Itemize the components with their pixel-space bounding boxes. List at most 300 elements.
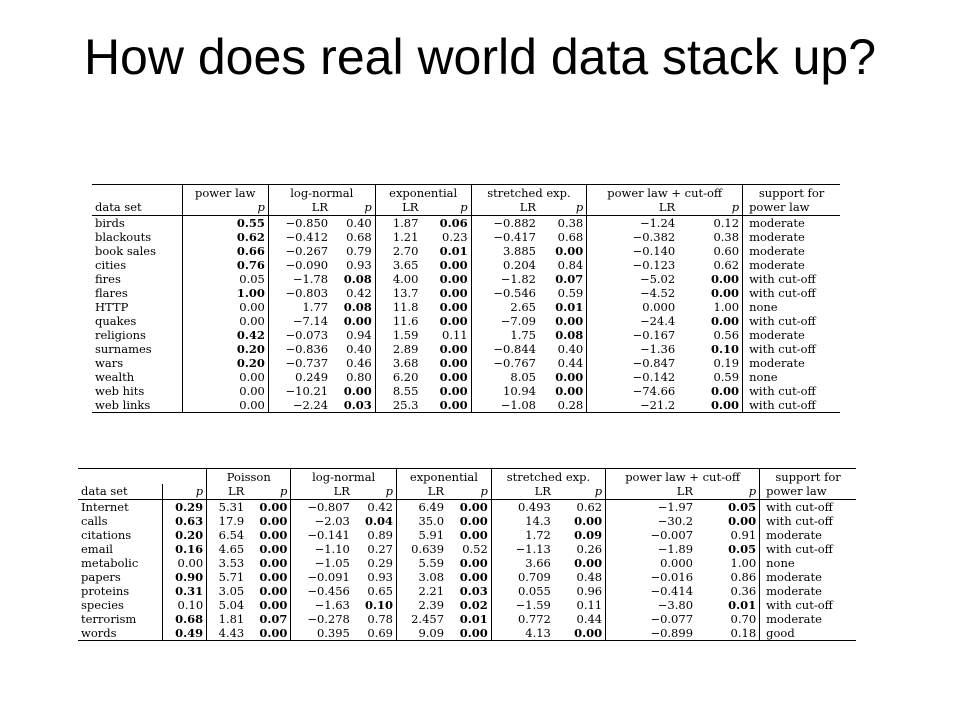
value-cell: −1.10 — [291, 542, 353, 556]
value-cell: 14.3 — [491, 514, 554, 528]
value-cell: 0.86 — [730, 570, 757, 584]
value-cell: 6.54 — [207, 528, 248, 542]
value-cell: 0.00 — [678, 398, 742, 413]
value-cell: 5.59 — [397, 556, 448, 570]
value-cell: −0.456 — [291, 584, 353, 598]
value-cell: −7.09 — [471, 314, 539, 328]
value-cell: 0.42 — [346, 286, 372, 300]
group-header: support for — [760, 469, 856, 485]
value-cell: 0.395 — [291, 626, 353, 641]
value-cell: −0.807 — [291, 500, 353, 515]
column-header: p — [447, 484, 491, 500]
column-header: LR — [471, 200, 539, 216]
column-header: power law — [760, 484, 856, 500]
group-header: support for — [743, 185, 840, 201]
column-header: p — [554, 484, 606, 500]
value-cell: 0.04 — [364, 514, 393, 528]
dataset-cell: Internet — [81, 500, 129, 514]
value-cell: 0.09 — [574, 528, 603, 542]
value-cell: 0.709 — [491, 570, 554, 584]
group-header-row — [78, 469, 856, 485]
support-cell: good — [760, 626, 856, 641]
value-cell: 0.00 — [459, 570, 488, 584]
value-cell: 0.44 — [557, 356, 584, 370]
column-header: data set — [78, 484, 162, 500]
value-cell: 0.29 — [162, 500, 206, 515]
value-cell: −2.03 — [291, 514, 353, 528]
value-cell: 0.20 — [182, 342, 268, 356]
value-cell: 0.26 — [576, 542, 603, 556]
value-cell: 0.68 — [162, 612, 206, 626]
value-cell: 0.00 — [447, 626, 491, 641]
value-cell: 9.09 — [397, 626, 448, 641]
dataset-cell: words — [78, 626, 162, 641]
value-cell: 0.38 — [713, 230, 740, 244]
dataset-cell: religions — [95, 328, 146, 342]
group-header: stretched exp. — [471, 185, 587, 201]
value-cell: 0.28 — [539, 398, 587, 413]
value-cell: 6.49 — [397, 500, 448, 515]
table-row — [92, 258, 840, 272]
value-cell: −0.267 — [268, 244, 331, 258]
column-header: LR — [291, 484, 353, 500]
value-cell: 3.53 — [207, 556, 248, 570]
column-header: LR — [268, 200, 331, 216]
value-cell: 0.00 — [439, 272, 468, 286]
value-cell: −0.844 — [471, 342, 539, 356]
value-cell: −0.090 — [268, 258, 331, 272]
value-cell: 0.60 — [713, 244, 740, 258]
value-cell: −1.08 — [471, 398, 539, 413]
value-cell: 0.79 — [346, 244, 372, 258]
support-cell: moderate — [743, 230, 840, 244]
value-cell: 8.05 — [471, 370, 539, 384]
value-cell: 0.02 — [459, 598, 488, 612]
value-cell: 0.70 — [730, 612, 757, 626]
value-cell: 0.00 — [259, 556, 288, 570]
value-cell: 0.01 — [459, 612, 488, 626]
value-cell: 0.56 — [713, 328, 740, 342]
dataset-cell: web links — [92, 398, 182, 413]
value-cell: 0.20 — [162, 528, 206, 542]
value-cell: 0.10 — [162, 598, 206, 612]
value-cell: 0.00 — [439, 384, 468, 398]
value-cell: 0.00 — [182, 300, 268, 314]
value-cell: 1.00 — [182, 286, 268, 300]
column-header: data set — [92, 200, 182, 216]
value-cell: 17.9 — [207, 514, 248, 528]
dataset-cell: papers — [81, 570, 121, 584]
value-cell: −3.80 — [606, 598, 696, 612]
table-row — [78, 584, 856, 598]
value-cell: 0.93 — [346, 258, 372, 272]
value-cell: 0.12 — [713, 216, 740, 230]
value-cell: 11.6 — [375, 314, 421, 328]
value-cell: −0.140 — [587, 244, 678, 258]
value-cell: 0.66 — [182, 244, 268, 258]
value-cell: 0.00 — [439, 300, 468, 314]
table-row — [92, 384, 840, 398]
value-cell: 35.0 — [397, 514, 448, 528]
group-header: stretched exp. — [491, 469, 605, 485]
value-cell: 0.80 — [346, 370, 372, 384]
value-cell: 0.00 — [343, 314, 372, 328]
group-header-blank — [92, 185, 182, 201]
value-cell: 0.08 — [343, 272, 372, 286]
value-cell: 0.07 — [555, 272, 584, 286]
dataset-cell: species — [81, 598, 124, 612]
value-cell: 0.00 — [182, 384, 268, 398]
group-header: power law — [182, 185, 268, 201]
value-cell: 0.639 — [397, 542, 448, 556]
value-cell: 0.11 — [576, 598, 603, 612]
table-row — [92, 300, 840, 314]
value-cell: 0.00 — [728, 514, 757, 528]
value-cell: 0.44 — [576, 612, 603, 626]
dataset-cell: HTTP — [95, 300, 129, 314]
column-header: power law — [743, 200, 840, 216]
value-cell: 0.65 — [367, 584, 393, 598]
dataset-cell: wars — [95, 356, 124, 370]
value-cell: 0.29 — [367, 556, 393, 570]
value-cell: 0.69 — [353, 626, 397, 641]
support-cell: moderate — [760, 584, 856, 598]
value-cell: 6.20 — [375, 370, 421, 384]
value-cell: 1.81 — [207, 612, 248, 626]
value-cell: 0.18 — [696, 626, 760, 641]
column-header: LR — [397, 484, 448, 500]
value-cell: 0.00 — [182, 398, 268, 413]
value-cell: 0.76 — [182, 258, 268, 272]
value-cell: 0.00 — [421, 398, 471, 413]
value-cell: −0.546 — [471, 286, 539, 300]
dataset-cell: metabolic — [81, 556, 139, 570]
value-cell: 0.00 — [574, 556, 603, 570]
group-header: exponential — [375, 185, 471, 201]
dataset-cell: email — [81, 542, 113, 556]
value-cell: 0.78 — [367, 612, 393, 626]
support-cell: moderate — [743, 328, 840, 342]
value-cell: 0.62 — [713, 258, 740, 272]
value-cell: 0.19 — [713, 356, 740, 370]
dataset-cell: proteins — [81, 584, 130, 598]
support-cell: with cut-off — [743, 314, 840, 328]
column-header: p — [696, 484, 760, 500]
value-cell: 0.01 — [728, 598, 757, 612]
value-cell: 0.11 — [442, 328, 468, 342]
value-cell: −21.2 — [587, 398, 678, 413]
value-cell: 0.91 — [730, 528, 757, 542]
value-cell: 0.52 — [462, 542, 488, 556]
support-cell: with cut-off — [760, 500, 856, 515]
value-cell: 4.00 — [375, 272, 421, 286]
value-cell: 0.493 — [491, 500, 554, 515]
value-cell: 0.00 — [182, 370, 268, 384]
value-cell: 1.77 — [268, 300, 331, 314]
support-cell: with cut-off — [760, 598, 856, 612]
table-row — [92, 272, 840, 286]
support-cell: moderate — [743, 258, 840, 272]
value-cell: 0.10 — [711, 342, 740, 356]
value-cell: 0.40 — [557, 342, 584, 356]
value-cell: −1.24 — [587, 216, 678, 231]
dataset-cell: fires — [95, 272, 121, 286]
value-cell: 0.62 — [576, 500, 603, 514]
value-cell: 3.65 — [375, 258, 421, 272]
value-cell: −1.97 — [606, 500, 696, 515]
column-header: p — [247, 484, 291, 500]
value-cell: 13.7 — [375, 286, 421, 300]
value-cell: 0.36 — [730, 584, 757, 598]
support-cell: moderate — [760, 528, 856, 542]
value-cell: −0.016 — [606, 570, 696, 584]
value-cell: −0.091 — [291, 570, 353, 584]
value-cell: 0.00 — [439, 370, 468, 384]
table-row — [92, 244, 840, 258]
dataset-cell: terrorism — [81, 612, 137, 626]
value-cell: 5.04 — [207, 598, 248, 612]
value-cell: −1.05 — [291, 556, 353, 570]
value-cell: 1.59 — [375, 328, 421, 342]
value-cell: 0.84 — [557, 258, 584, 272]
value-cell: 0.00 — [439, 342, 468, 356]
table-row — [92, 286, 840, 300]
value-cell: 0.08 — [555, 328, 584, 342]
value-cell: 0.00 — [555, 314, 584, 328]
column-header: LR — [587, 200, 678, 216]
column-header: p — [353, 484, 397, 500]
dataset-cell: birds — [95, 216, 125, 230]
value-cell: 0.48 — [576, 570, 603, 584]
table-row — [78, 542, 856, 556]
dataset-cell: wealth — [95, 370, 135, 384]
value-cell: 0.00 — [439, 356, 468, 370]
value-cell: 0.05 — [182, 272, 268, 286]
value-cell: 25.3 — [375, 398, 421, 413]
value-cell: 4.13 — [491, 626, 554, 641]
value-cell: 0.68 — [557, 230, 584, 244]
value-cell: 0.00 — [459, 528, 488, 542]
value-cell: −0.899 — [606, 626, 696, 641]
value-cell: −0.836 — [268, 342, 331, 356]
value-cell: −0.803 — [268, 286, 331, 300]
value-cell: 5.91 — [397, 528, 448, 542]
value-cell: −0.167 — [587, 328, 678, 342]
data-table-2 — [78, 468, 856, 641]
dataset-cell: cities — [95, 258, 127, 272]
value-cell: 0.49 — [162, 626, 206, 641]
value-cell: 0.08 — [343, 300, 372, 314]
support-cell: with cut-off — [743, 272, 840, 286]
dataset-cell: flares — [95, 286, 128, 300]
value-cell: −0.882 — [471, 216, 539, 231]
value-cell: 0.68 — [346, 230, 372, 244]
value-cell: 0.00 — [259, 500, 288, 514]
value-cell: −7.14 — [268, 314, 331, 328]
support-cell: with cut-off — [743, 384, 840, 398]
value-cell: 0.00 — [711, 384, 740, 398]
value-cell: −0.847 — [587, 356, 678, 370]
value-cell: 0.07 — [259, 612, 288, 626]
value-cell: 3.66 — [491, 556, 554, 570]
data-table-1 — [92, 184, 840, 413]
value-cell: 2.65 — [471, 300, 539, 314]
value-cell: 0.10 — [364, 598, 393, 612]
value-cell: 0.00 — [711, 272, 740, 286]
value-cell: 0.40 — [346, 216, 372, 230]
table-row — [78, 570, 856, 584]
group-header: log-normal — [268, 185, 375, 201]
group-header-blank — [78, 469, 207, 485]
table-row — [92, 356, 840, 370]
support-cell: moderate — [760, 612, 856, 626]
value-cell: 0.00 — [439, 286, 468, 300]
slide-title: How does real world data stack up? — [83, 29, 877, 85]
dataset-cell: web hits — [95, 384, 145, 398]
value-cell: 0.00 — [259, 542, 288, 556]
value-cell: 1.00 — [730, 556, 757, 570]
support-cell: moderate — [743, 356, 840, 370]
dataset-cell: quakes — [95, 314, 137, 328]
column-header: p — [421, 200, 471, 216]
value-cell: −0.417 — [471, 230, 539, 244]
column-header-row — [92, 200, 840, 216]
value-cell: 11.8 — [375, 300, 421, 314]
value-cell: 3.68 — [375, 356, 421, 370]
value-cell: −0.141 — [291, 528, 353, 542]
value-cell: 2.457 — [397, 612, 448, 626]
value-cell: 0.000 — [606, 556, 696, 570]
value-cell: −74.66 — [587, 384, 678, 398]
value-cell: 0.00 — [259, 570, 288, 584]
value-cell: 0.05 — [728, 542, 757, 556]
support-cell: with cut-off — [760, 514, 856, 528]
value-cell: 0.000 — [587, 300, 678, 314]
table-row — [78, 598, 856, 612]
value-cell: −24.4 — [587, 314, 678, 328]
value-cell: 0.38 — [557, 216, 584, 230]
value-cell: 3.08 — [397, 570, 448, 584]
value-cell: −1.89 — [606, 542, 696, 556]
value-cell: 0.31 — [162, 584, 206, 598]
dataset-cell: surnames — [95, 342, 152, 356]
value-cell: 0.89 — [367, 528, 393, 542]
group-header: power law + cut-off — [606, 469, 760, 485]
value-cell: −0.767 — [471, 356, 539, 370]
value-cell: 0.772 — [491, 612, 554, 626]
column-header: LR — [207, 484, 248, 500]
value-cell: 0.20 — [182, 356, 268, 370]
value-cell: 0.62 — [182, 230, 268, 244]
value-cell: 0.94 — [346, 328, 372, 342]
value-cell: 4.65 — [207, 542, 248, 556]
table-row — [92, 328, 840, 342]
value-cell: −1.36 — [587, 342, 678, 356]
value-cell: 0.96 — [576, 584, 603, 598]
value-cell: 0.00 — [259, 598, 288, 612]
value-cell: 4.43 — [207, 626, 248, 641]
value-cell: −5.02 — [587, 272, 678, 286]
table-row — [92, 342, 840, 356]
value-cell: 0.16 — [162, 542, 206, 556]
value-cell: 5.31 — [207, 500, 248, 515]
value-cell: 0.63 — [162, 514, 206, 528]
dataset-cell: book sales — [95, 244, 156, 258]
value-cell: 0.00 — [259, 514, 288, 528]
value-cell: 2.21 — [397, 584, 448, 598]
column-header: p — [331, 200, 375, 216]
value-cell: 0.55 — [182, 216, 268, 231]
value-cell: 1.72 — [491, 528, 554, 542]
value-cell: 0.93 — [367, 570, 393, 584]
table-row — [92, 370, 840, 384]
table-row — [78, 556, 856, 570]
value-cell: −0.073 — [268, 328, 331, 342]
value-cell: 0.00 — [182, 314, 268, 328]
table-row — [92, 216, 840, 231]
value-cell: 0.01 — [555, 300, 584, 314]
value-cell: 2.89 — [375, 342, 421, 356]
group-header: exponential — [397, 469, 492, 485]
value-cell: 2.39 — [397, 598, 448, 612]
value-cell: −0.278 — [291, 612, 353, 626]
table-row — [78, 612, 856, 626]
value-cell: 0.03 — [459, 584, 488, 598]
value-cell: −10.21 — [268, 384, 331, 398]
value-cell: 0.27 — [367, 542, 393, 556]
value-cell: −1.78 — [268, 272, 331, 286]
value-cell: 0.59 — [713, 370, 740, 384]
value-cell: 0.00 — [574, 514, 603, 528]
value-cell: 0.204 — [471, 258, 539, 272]
value-cell: 1.00 — [713, 300, 740, 314]
column-header: p — [678, 200, 742, 216]
table-row — [78, 500, 856, 515]
value-cell: 0.06 — [439, 216, 468, 230]
table-row — [92, 398, 840, 413]
column-header: p — [182, 200, 268, 216]
dataset-cell: citations — [81, 528, 132, 542]
value-cell: 0.03 — [331, 398, 375, 413]
column-header: LR — [606, 484, 696, 500]
value-cell: −1.63 — [291, 598, 353, 612]
value-cell: 0.00 — [343, 384, 372, 398]
value-cell: 0.00 — [459, 556, 488, 570]
value-cell: 1.87 — [375, 216, 421, 231]
value-cell: 0.00 — [259, 584, 288, 598]
column-header: p — [162, 484, 206, 500]
value-cell: −0.850 — [268, 216, 331, 231]
value-cell: −0.007 — [606, 528, 696, 542]
value-cell: 0.00 — [439, 258, 468, 272]
group-header-row — [92, 185, 840, 201]
value-cell: −0.142 — [587, 370, 678, 384]
value-cell: 0.00 — [555, 370, 584, 384]
value-cell: 0.40 — [346, 342, 372, 356]
column-header-row — [78, 484, 856, 500]
value-cell: 2.70 — [375, 244, 421, 258]
value-cell: 0.00 — [554, 626, 606, 641]
value-cell: 0.00 — [711, 286, 740, 300]
value-cell: 0.46 — [346, 356, 372, 370]
value-cell: 0.00 — [439, 314, 468, 328]
table-row — [78, 626, 856, 641]
value-cell: −1.13 — [491, 542, 554, 556]
table-row — [92, 314, 840, 328]
value-cell: 0.00 — [247, 626, 291, 641]
support-cell: none — [743, 370, 840, 384]
group-header: log-normal — [291, 469, 397, 485]
